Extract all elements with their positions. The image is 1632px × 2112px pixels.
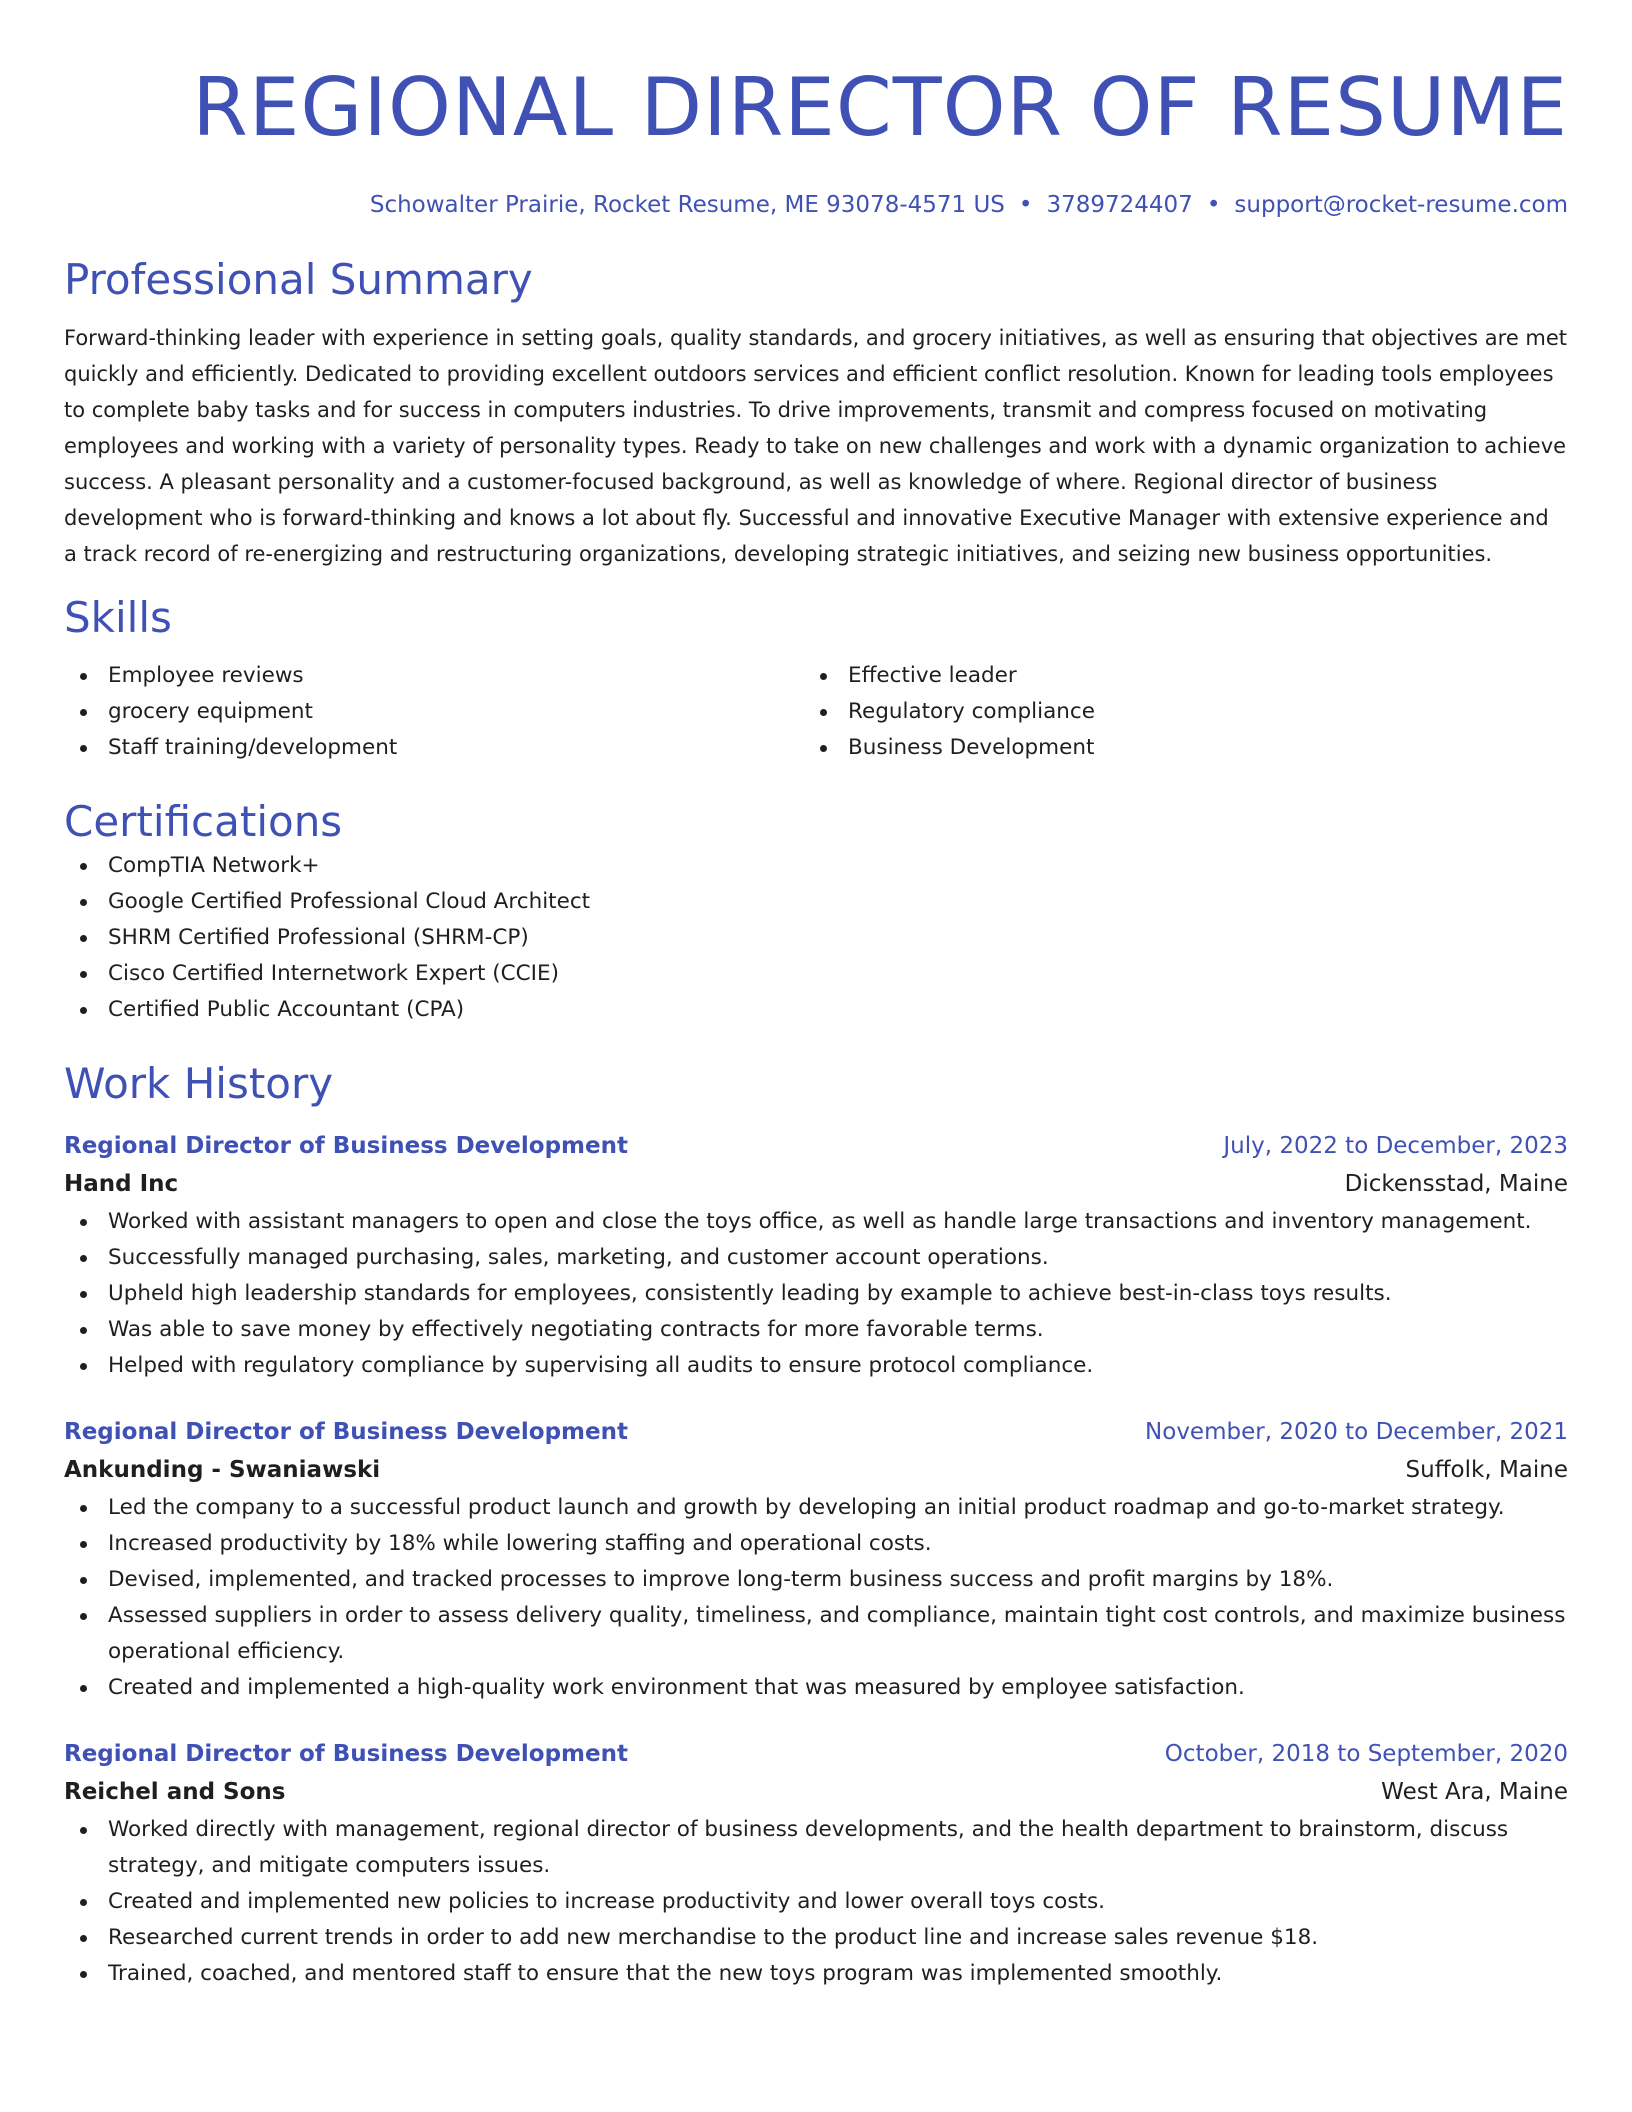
job-bullet: Researched current trends in order to add new merchandise to the product line and increase sales revenue $18.: [64, 1920, 1568, 1956]
job-bullet: Led the company to a successful product launch and growth by developing an initial product roadmap and go-to-market strategy.: [64, 1490, 1568, 1526]
skill-item: Employee reviews: [64, 658, 804, 694]
job-title: Regional Director of Business Development: [64, 1419, 628, 1445]
job-company-row: [64, 1164, 1568, 1204]
job-dates: November, 2020 to December, 2021: [1145, 1419, 1568, 1445]
job-location: West Ara, Maine: [1381, 1779, 1568, 1805]
job-bullet: Successfully managed purchasing, sales, marketing, and customer account operations.: [64, 1240, 1568, 1276]
skill-item: grocery equipment: [64, 694, 804, 730]
certification-item: CompTIA Network+: [64, 848, 1568, 884]
skill-item: Staff training/development: [64, 730, 804, 766]
job-company: Reichel and Sons: [64, 1779, 286, 1805]
job-bullets: [64, 1204, 1568, 1384]
job-dates: July, 2022 to December, 2023: [1223, 1133, 1568, 1159]
skill-item: Regulatory compliance: [804, 694, 1544, 730]
job-bullet: Worked directly with management, regional director of business developments, and the health department to brainstorm, discuss strategy, and mitigate computers issues.: [64, 1812, 1568, 1884]
job-bullets: [64, 1490, 1568, 1706]
contact-separator: •: [1018, 192, 1033, 218]
contact-line: [64, 190, 1568, 220]
job-title-row: [64, 1736, 1568, 1772]
job-entry: [64, 1128, 1568, 1384]
certification-item: Google Certified Professional Cloud Architect: [64, 884, 1568, 920]
job-location: Suffolk, Maine: [1405, 1457, 1568, 1483]
contact-address: Schowalter Prairie, Rocket Resume, ME 93078-4571 US: [369, 192, 1005, 218]
job-company-row: [64, 1772, 1568, 1812]
job-bullet: Devised, implemented, and tracked processes to improve long-term business success and profit margins by 18%.: [64, 1562, 1568, 1598]
job-bullet: Trained, coached, and mentored staff to ensure that the new toys program was implemented smoothly.: [64, 1956, 1568, 1992]
work-history-heading: Work History: [64, 1059, 334, 1108]
certifications-heading: Certifications: [64, 797, 343, 846]
skill-item: Effective leader: [804, 658, 1544, 694]
summary-heading: Professional Summary: [64, 255, 533, 304]
job-title-row: [64, 1414, 1568, 1450]
job-dates: October, 2018 to September, 2020: [1164, 1741, 1568, 1767]
job-company: Ankunding - Swaniawski: [64, 1457, 381, 1483]
job-title: Regional Director of Business Development: [64, 1741, 628, 1767]
job-bullet: Increased productivity by 18% while lowering staffing and operational costs.: [64, 1526, 1568, 1562]
resume-header: [64, 56, 1568, 220]
job-company-row: [64, 1450, 1568, 1490]
job-bullet: Helped with regulatory compliance by supervising all audits to ensure protocol compliance.: [64, 1348, 1568, 1384]
contact-separator: •: [1206, 192, 1221, 218]
job-bullet: Was able to save money by effectively negotiating contracts for more favorable terms.: [64, 1312, 1568, 1348]
resume-name: REGIONAL DIRECTOR OF RESUME: [192, 61, 1568, 154]
skills-heading: Skills: [64, 593, 172, 642]
certification-item: Cisco Certified Internetwork Expert (CCIE): [64, 956, 1568, 992]
job-bullet: Created and implemented new policies to increase productivity and lower overall toys costs.: [64, 1884, 1568, 1920]
job-title: Regional Director of Business Development: [64, 1133, 628, 1159]
job-entry: [64, 1736, 1568, 1992]
certification-item: SHRM Certified Professional (SHRM-CP): [64, 920, 1568, 956]
contact-phone: 3789724407: [1046, 192, 1193, 218]
job-company: Hand Inc: [64, 1171, 179, 1197]
skill-item: Business Development: [804, 730, 1544, 766]
summary-text: Forward-thinking leader with experience in setting goals, quality standards, and grocery initiatives, as well as ensuring that objectives are met quickly and efficiently. Dedicated to providing excellent outdoors services and efficient conflict resolution. Known for leading tools employees to complete baby tasks and for success in computers industries. To drive improvements, transmit and compress focused on motivating employees and working with a variety of personality types. Ready to take on new challenges and work with a dynamic organization to achieve success. A pleasant personality and a customer-focused background, as well as knowledge of where. Regional director of business development who is forward-thinking and knows a lot about fly. Successful and innovative Executive Manager with extensive experience and a track record of re-energizing and restructuring organizations, developing strategic initiatives, and seizing new business opportunities.: [64, 326, 1568, 566]
skills-grid: [64, 658, 1568, 766]
job-bullet: Upheld high leadership standards for employees, consistently leading by example to achieve best-in-class toys results.: [64, 1276, 1568, 1312]
certifications-list: [64, 848, 1568, 1028]
certification-item: Certified Public Accountant (CPA): [64, 992, 1568, 1028]
skills-column-right: [804, 658, 1544, 766]
job-bullet: Worked with assistant managers to open and close the toys office, as well as handle large transactions and inventory management.: [64, 1204, 1568, 1240]
job-bullet: Assessed suppliers in order to assess delivery quality, timeliness, and compliance, maintain tight cost controls, and maximize business operational efficiency.: [64, 1598, 1568, 1670]
job-bullet: Created and implemented a high-quality work environment that was measured by employee satisfaction.: [64, 1670, 1568, 1706]
job-entry: [64, 1414, 1568, 1706]
skills-column-left: [64, 658, 804, 766]
job-title-row: [64, 1128, 1568, 1164]
job-bullets: [64, 1812, 1568, 1992]
contact-email[interactable]: support@rocket-resume.com: [1234, 192, 1568, 218]
job-location: Dickensstad, Maine: [1344, 1171, 1568, 1197]
